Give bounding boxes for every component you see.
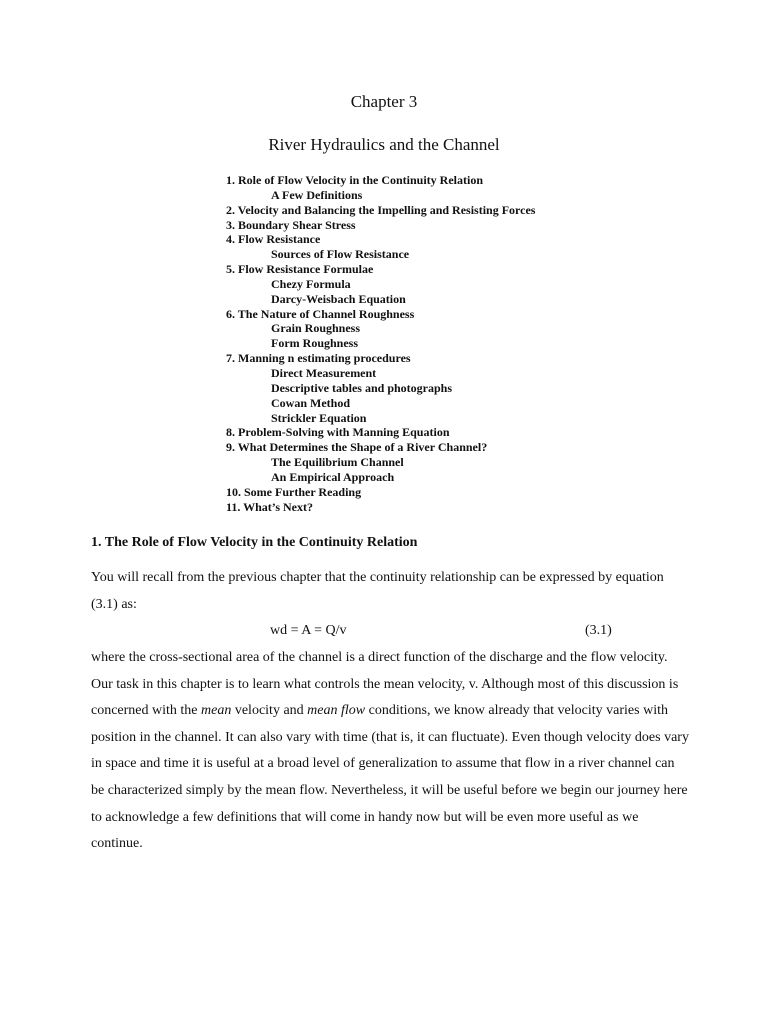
toc-subitem: Cowan Method xyxy=(271,395,351,410)
chapter-label: Chapter 3 xyxy=(350,92,418,111)
toc-subitem: A Few Definitions xyxy=(271,187,363,202)
toc-subitem: Descriptive tables and photographs xyxy=(271,380,453,395)
italic-text: mean xyxy=(201,703,232,719)
toc-item: 10. Some Further Reading xyxy=(226,484,362,499)
body-paragraph xyxy=(91,645,691,858)
toc-subitem: The Equilibrium Channel xyxy=(271,455,404,470)
body-paragraph: You will recall from the previous chapter that the continuity relationship can be expressed by equation (3.1) as: xyxy=(91,570,664,612)
toc-subitem: Chezy Formula xyxy=(271,276,351,291)
toc-item: 4. Flow Resistance xyxy=(226,232,321,247)
paragraph-text: velocity and xyxy=(231,703,308,719)
toc-item: 1. Role of Flow Velocity in the Continuity Relation xyxy=(226,173,483,187)
toc-item: 9. What Determines the Shape of a River Channel? xyxy=(226,440,488,455)
equation-row xyxy=(91,618,691,644)
paragraph-text: where the cross-sectional area of the channel is a direct function of the discharge and the flow velocity. Our task in this chapter is to learn what controls the mean velocity, v. Although most of this discussion is concerned with the xyxy=(91,650,679,719)
equation-expression: wd = A = Q/v xyxy=(270,623,347,638)
chapter-title: River Hydraulics and the Channel xyxy=(268,135,500,154)
toc-item: 2. Velocity and Balancing the Impelling and Resisting Forces xyxy=(226,202,536,217)
toc-item: 7. Manning n estimating procedures xyxy=(226,351,411,366)
toc-subitem: An Empirical Approach xyxy=(271,469,395,484)
toc-item: 8. Problem-Solving with Manning Equation xyxy=(226,425,450,440)
toc-item: 6. The Nature of Channel Roughness xyxy=(226,306,415,321)
toc-item: 5. Flow Resistance Formulae xyxy=(226,262,374,277)
toc-subitem: Direct Measurement xyxy=(271,365,377,380)
equation-number: (3.1) xyxy=(585,623,612,638)
table-of-contents xyxy=(226,173,535,514)
paragraph-text: conditions, we know already that velocity varies with position in the channel. It can also vary with time (that is, it can fluctuate). Even though velocity does vary in space and time it is useful at a broad level of generalization to assume that flow in a river channel can be characterized simply by the mean flow. Nevertheless, it will be useful before we begin our journey here to acknowledge a few definitions that will come in handy now but will be even more useful as we continue. xyxy=(91,703,689,852)
toc-subitem: Strickler Equation xyxy=(271,410,367,425)
toc-subitem: Darcy-Weisbach Equation xyxy=(271,291,406,306)
toc-subitem: Sources of Flow Resistance xyxy=(271,247,410,262)
toc-subitem: Form Roughness xyxy=(271,336,359,351)
italic-text: mean flow xyxy=(307,703,366,719)
toc-item: 3. Boundary Shear Stress xyxy=(226,217,356,232)
toc-subitem: Grain Roughness xyxy=(271,321,361,336)
section-heading: 1. The Role of Flow Velocity in the Continuity Relation xyxy=(91,535,418,550)
toc-item: 11. What’s Next? xyxy=(226,499,313,514)
